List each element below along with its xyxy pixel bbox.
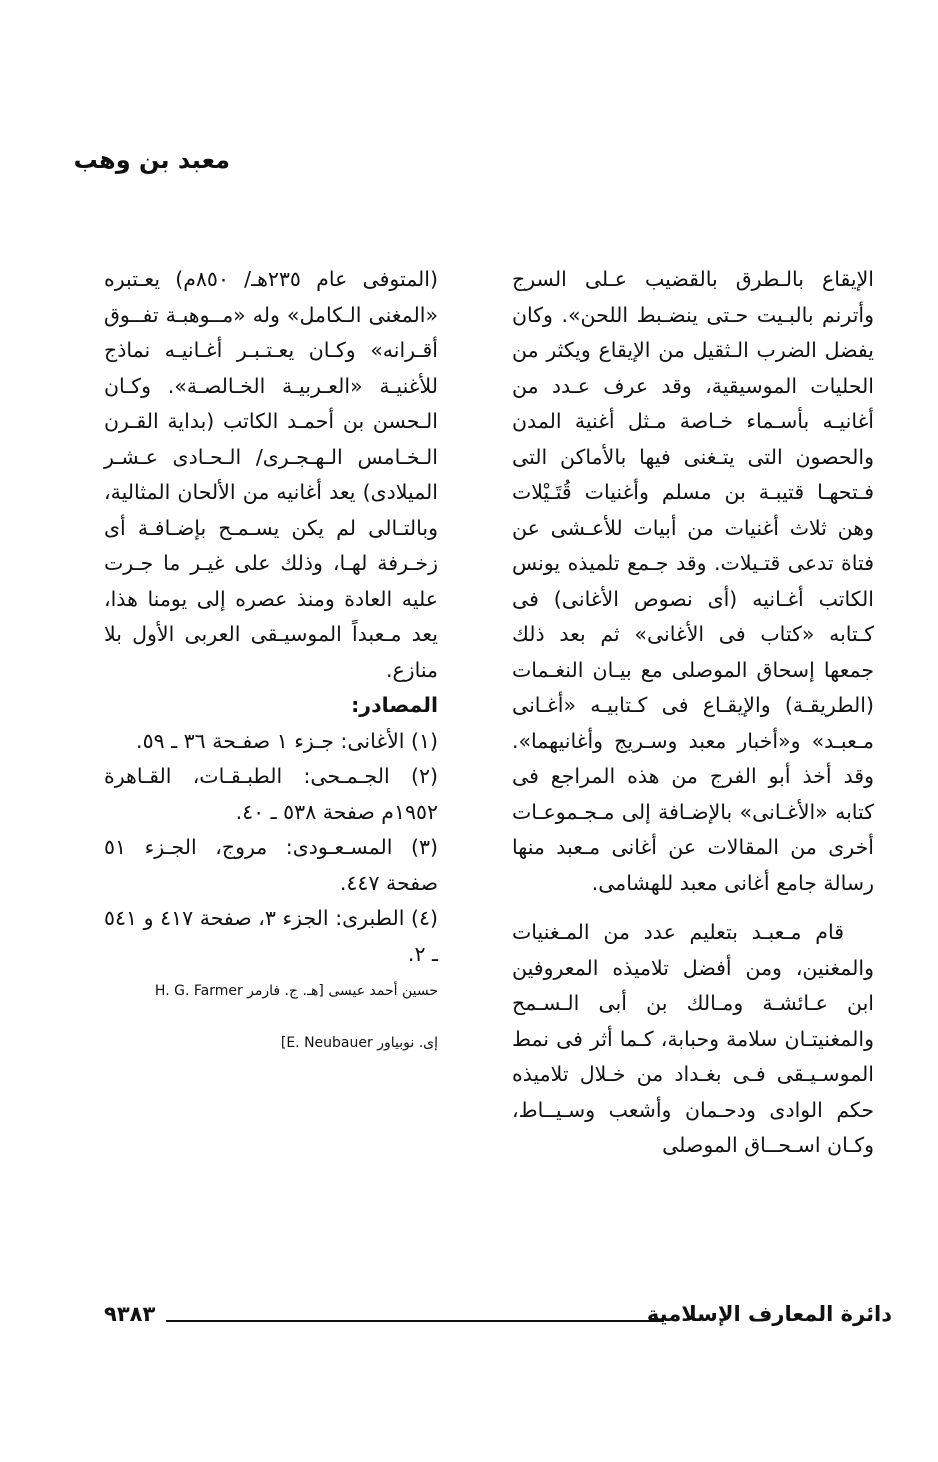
right-column-paragraph-1: الإيقاع بالـطرق بالقضيب عـلى السرج وأترنم بالبـيت حـتى ينضـبط اللحن». وكان يفضل الضرب الـثقيل من الإيقاع ويكثر من الحليات الموسيقية، وقد عرف عـدد من أغانيـه بأسـماء خـاصة مـثل أغنية المدن والحصون التى يتـغنى فيها بالأماكن التى فـتحهـا قتيبـة بن مسلم وأغنيات قُتَـيْلات وهن ثلاث أغنيات من أبيات للأعـشى عن فتاة تدعى قتـيلات. وقد جـمع تلميذه يونس الكاتب أغـانيه (أى نصوص الأغانى) فى كـتابه «كتاب فى الأغانى» ثم بعد ذلك جمعها إسحاق الموصلى مع بيـان النغـمات (الطريقـة) والإيقـاع فى كـتابيـه «أغـانى مـعبـد» و«أخبار معبد وسـريج وأغانيهما». وقد أخذ أبو الفرج من هذه المراجع فى كتابه «الأغـانى» بالإضـافة إلى مـجـموعـات أخرى من المقالات عن أغانى مـعبد منها رسالة جامع أغانى معبد للهشامى. <box>512 267 874 895</box>
author-signatures <box>104 980 438 1054</box>
source-item-3: (٣) المسـعـودى: مروج، الجـزء ٥١ صفحة ٤٤٧. <box>104 835 438 895</box>
running-head: معبد بن وهب <box>73 146 230 174</box>
left-column <box>104 262 438 1084</box>
right-column <box>512 262 874 1164</box>
sources-heading: المصادر: <box>351 693 438 717</box>
source-item-1: (١) الأغانى: جـزء ١ صفـحة ٣٦ ـ ٥٩. <box>136 728 438 753</box>
source-item-2: (٢) الجـمـحى: الطبـقـات، القـاهرة ١٩٥٢م صفحة ٥٣٨ ـ ٤٠. <box>104 764 438 824</box>
page-number: ٩٣٨٣ <box>104 1302 156 1326</box>
footer-rule <box>166 1320 664 1322</box>
right-column-paragraph-2: قام مـعبـد بتعليم عدد من المـغنيات والمغنين، ومن أفضل تلاميذه المعروفين ابن عـائشـة ومـالك بن أبى الـسـمح والمغنيتـان سلامة وحبابة، كـما أثر فى نمط الموسـيـقى فـى بغـداد من خـلال تلاميذه حكم الوادى ودحـمان وأشعب وسـيــاط، وكـان اسـحــاق الموصلى <box>512 920 874 1157</box>
author-signature-2: إى. نوبياور E. Neubauer] <box>280 1035 438 1051</box>
page-footer <box>104 1302 892 1336</box>
source-item-4: (٤) الطبرى: الجزء ٣، صفحة ٤١٧ و ٥٤١ ـ ٢. <box>104 906 438 966</box>
author-signature-1: حسين أحمد عيسى [هـ. ج. فارمر H. G. Farmer <box>154 983 438 999</box>
footer-title: دائرة المعارف الإسلامية <box>646 1302 892 1326</box>
left-column-paragraph: (المتوفى عام ٢٣٥هـ/ ٨٥٠م) يعـتبره «المغنى الـكامل» وله «مــوهبـة تفــوق أقـرانه» وكـان يعـتـبـر أغـانيـه نماذج للأغنيـة «العـربيـة الخـالصـة». وكـان الـحسن بن أحمـد الكاتب (بداية القـرن الـخـامس الـهـجـرى/ الـحـادى عـشـر الميلادى) يعد أغانيه من الألحان المثالية، وبالتـالى لم يكن يسـمـح بإضـافـة أى زخـرفة لهـا، وذلك على غيـر ما جـرت عليه العادة ومنذ عصره إلى يومنا هذا، يعد مـعبداً الموسيـقى العربى الأول بلا منازع. <box>104 267 438 682</box>
